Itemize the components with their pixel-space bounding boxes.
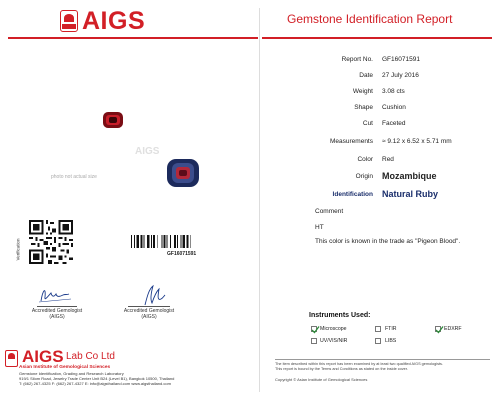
aigs-seal-logo (60, 10, 78, 32)
checkbox-edxrf[interactable] (435, 326, 441, 332)
field-label-date: Date (359, 72, 373, 79)
qr-code[interactable] (29, 220, 73, 264)
field-label-color: Color (357, 156, 373, 163)
fine-print-rule (275, 359, 490, 360)
photo-note: photo not actual size (51, 174, 97, 180)
header-rule-right (262, 37, 492, 39)
field-label-weight: Weight (352, 88, 373, 95)
field-label-measurements: Measurements (330, 138, 373, 145)
instrument-label-microscope: Microscope (320, 326, 347, 332)
instrument-label-edxrf: EDXRF (444, 326, 462, 332)
field-value-origin: Mozambique (382, 171, 437, 181)
field-label-cut: Cut (362, 120, 373, 127)
signature-2 (139, 283, 167, 307)
field-value-color: Red (382, 156, 394, 163)
check-icon (435, 325, 444, 334)
footer-contact: T: (662) 267-4325 F: (662) 267-4327 E: info@aigsthailand.com www.aigsthailand.com (19, 381, 171, 386)
field-value-report-no: GF16071591 (382, 56, 420, 63)
field-value-identification: Natural Ruby (382, 189, 439, 199)
footer-brand: AIGS (22, 347, 64, 366)
field-label-shape: Shape (354, 104, 373, 111)
signature-1 (37, 283, 73, 305)
field-value-shape: Cushion (382, 104, 406, 111)
checkbox-microscope[interactable] (311, 326, 317, 332)
checkbox-uv-vis-nir[interactable] (311, 338, 317, 344)
brand-title: AIGS (82, 7, 146, 35)
field-value-date: 27 July 2016 (382, 72, 419, 79)
fine-print: The item described within this report has been examined by at least two qualified AIGS gemologists. This report is bound by the Terms and Conditions as stated on the inside cover. (275, 362, 443, 371)
aigs-watermark: AIGS (135, 146, 160, 157)
checkbox-libs[interactable] (375, 338, 381, 344)
comment-ht: HT (315, 224, 324, 231)
field-value-measurements: ≈ 9.12 x 6.52 x 5.71 mm (382, 138, 452, 145)
checkbox-ftir[interactable] (375, 326, 381, 332)
field-label-origin: Origin (355, 173, 373, 180)
signature-caption-2: Accredited Gemologist (AIGS) (123, 308, 175, 320)
header-rule-left (8, 37, 258, 39)
gem-photo-small (101, 111, 125, 129)
instruments-title: Instruments Used: (309, 312, 371, 319)
instrument-label-uv-vis-nir: UV/VIS/NIR (320, 338, 348, 344)
footer-subtitle: Gemstone Identification, Grading and Research Laboratory (19, 371, 124, 376)
footer-address: 919/1 Silom Road, Jewelry Trade Center Unit B24 (Level B1), Bangkok 10500, Thailand (19, 376, 175, 381)
field-label-report-no: Report No. (341, 56, 373, 63)
verification-label: Verification (15, 238, 21, 261)
page-fold-divider (259, 8, 260, 392)
report-title: Gemstone Identification Report (287, 12, 453, 26)
field-value-weight: 3.08 cts (382, 88, 405, 95)
footer-seal-logo (5, 350, 18, 367)
footer-institute: Asian Institute of Gemological Sciences (19, 365, 111, 370)
signature-line-2 (128, 306, 170, 307)
barcode (131, 235, 213, 248)
comment-label: Comment (315, 208, 344, 215)
check-icon (311, 325, 320, 334)
footer-lab-name: Lab Co Ltd (66, 351, 115, 362)
comment-text: This color is known in the trade as "Pigeon Blood". (315, 238, 461, 245)
copyright: Copyright © Asian Institute of Gemological Sciences (275, 377, 368, 382)
signature-caption-1: Accredited Gemologist (AIGS) (31, 308, 83, 320)
instrument-label-ftir: FTIR (385, 326, 397, 332)
field-value-cut: Faceted (382, 120, 406, 127)
gem-photo-large (166, 158, 200, 188)
field-label-identification: Identification (332, 191, 373, 198)
barcode-number: GF16071591 (167, 251, 197, 257)
signature-line-1 (37, 306, 77, 307)
instrument-label-libs: LIBS (385, 338, 397, 344)
